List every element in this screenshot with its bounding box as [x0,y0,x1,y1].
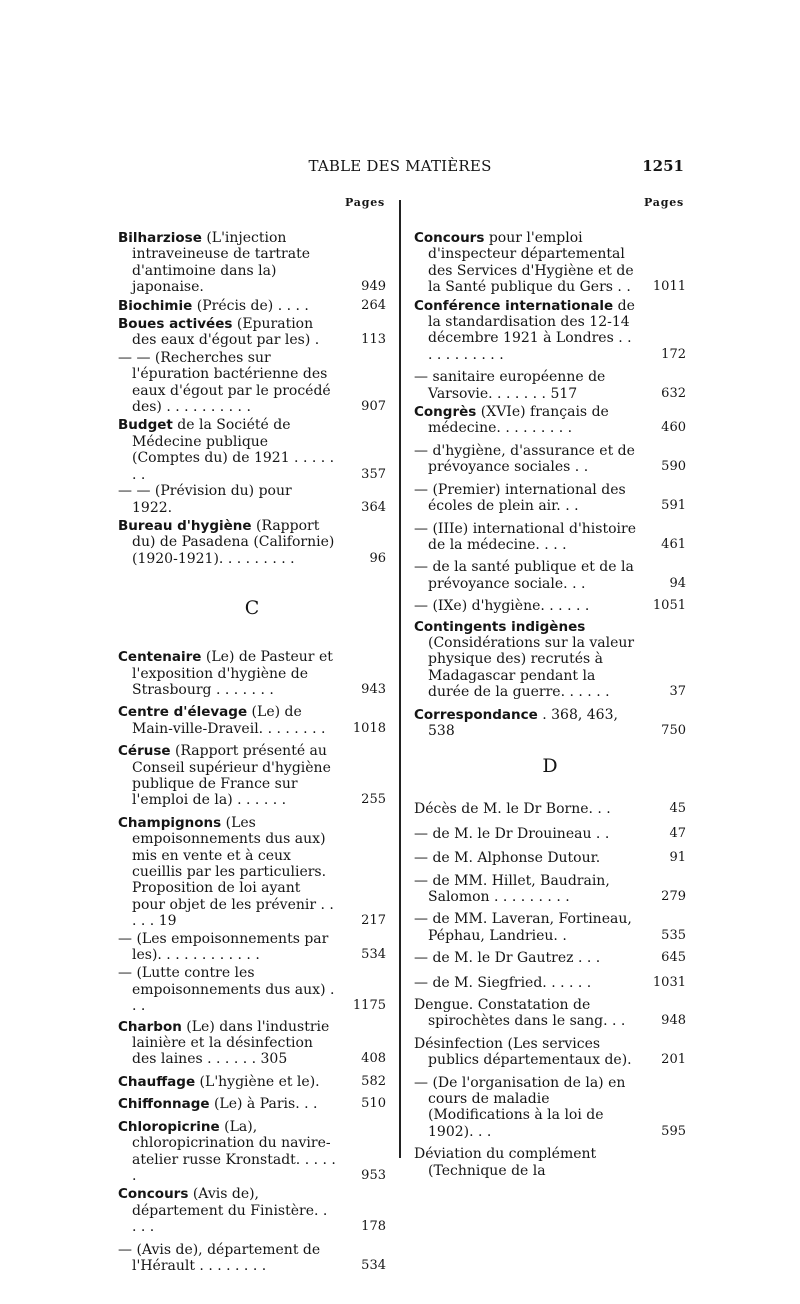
entry-text [414,598,636,614]
entry-term: Concours [118,1186,189,1203]
entry-page-number: 255 [361,792,386,808]
entry-term: Congrès [414,404,477,421]
entry-text [118,1242,336,1275]
entry-page-number: 408 [361,1051,386,1067]
entry-term: Champignons [118,814,222,831]
section-letter: C [244,597,260,620]
entry-page-number: 943 [361,681,386,697]
entry-text [414,911,636,944]
index-entry [118,230,386,296]
entry-description: — de M. le Dr Gautrez . . . [414,950,601,967]
entry-description: (Rapport présenté au Conseil supérieur d'hygiène publique de France sur l'emploi de la) . . . . . . [132,743,331,809]
index-entry [414,1036,686,1069]
entry-description: (La), chloropicrination du navire-atelier russe Kronstadt. . . . . . [132,1118,336,1184]
entry-text [414,559,636,592]
entry-description: (L'hygiène et le). [195,1073,320,1090]
entry-text [414,369,636,402]
entry-term: Correspondance [414,706,538,723]
index-entry [414,1146,686,1179]
index-entry [414,482,686,515]
index-entry [118,649,386,698]
entry-term: Bilharziose [118,230,202,246]
entry-term: Chloropicrine [118,1118,220,1135]
entry-description: — de la santé publique et de la prévoyance sociale. . . [414,559,634,592]
entry-description: — sanitaire européenne de Varsovie. . . . . . . 517 [414,369,606,402]
index-entry [414,369,686,402]
section-letter: D [542,755,558,778]
index-entry [118,815,386,930]
entry-description: — (Lutte contre les empoisonnements dus aux) . . . [118,965,335,1015]
entry-text [118,316,336,349]
entry-description: — de MM. Laveran, Fortineau, Péphau, Landrieu. . [414,911,632,944]
entry-term: Centre d'élevage [118,704,248,721]
entry-text [414,826,636,842]
pages-column-label-right: Pages [644,196,684,209]
index-entry [414,598,686,614]
entry-text [414,521,636,554]
entry-description: — (IXe) d'hygiène. . . . . . [414,598,590,615]
entry-text [414,1146,636,1179]
entry-description: . 368, 463, 538 [428,706,618,739]
entry-page-number: 364 [361,499,386,515]
entry-page-number: 953 [361,1167,386,1183]
entry-page-number: 534 [361,947,386,963]
entry-text [118,1186,336,1235]
entry-page-number: 37 [669,684,686,700]
entry-text [414,443,636,476]
entry-text [118,1074,336,1090]
index-entry [118,316,386,349]
entry-text [118,230,336,296]
entry-text [414,1036,636,1069]
entry-page-number: 461 [661,536,686,552]
pages-column-label-left: Pages [345,196,385,209]
index-entry [118,965,386,1014]
index-entry [414,801,686,817]
entry-description: (L'injection intraveineuse de tartrate d'antimoine dans la) japonaise. [132,230,311,296]
entry-description: — de MM. Hillet, Baudrain, Salomon . . . . . . . . . [414,872,610,905]
index-entry [118,1074,386,1090]
entry-page-number: 1051 [652,598,686,614]
entry-page-number: 535 [661,927,686,943]
entry-text [118,298,336,314]
entry-text [118,743,336,809]
entry-description: Désinfection (Les services publics départementaux de). [414,1035,632,1069]
entry-text [118,649,336,698]
entry-term: Contingents indigènes [414,618,586,635]
index-entry [414,950,686,966]
entry-text [414,801,636,817]
index-entry [414,997,686,1030]
entry-page-number: 1011 [652,279,686,295]
index-entry [414,619,686,701]
index-column-right [414,230,686,1179]
entry-page-number: 45 [669,801,686,817]
entry-description: — (IIIe) international d'histoire de la médecine. . . . [414,520,636,553]
entry-text [118,483,336,516]
index-entry [118,350,386,416]
entry-text [414,950,636,966]
entry-description: (Précis de) . . . . [192,297,309,314]
entry-text [414,850,636,866]
entry-text [118,1096,336,1112]
entry-text [414,230,636,296]
entry-page-number: 595 [661,1123,686,1139]
entry-description: (Le) à Paris. . . [209,1096,318,1113]
index-entry [414,826,686,842]
entry-page-number: 357 [361,466,386,482]
entry-text [414,707,636,740]
entry-page-number: 510 [361,1096,386,1112]
entry-text [414,997,636,1030]
entry-page-number: 632 [661,385,686,401]
entry-text [118,704,336,737]
entry-page-number: 96 [369,550,386,566]
entry-term: Conférence internationale [414,297,614,314]
entry-page-number: 590 [661,459,686,475]
entry-page-number: 264 [361,297,386,313]
entry-text [118,350,336,416]
entry-page-number: 582 [361,1073,386,1089]
entry-page-number: 460 [661,420,686,436]
entry-page-number: 113 [361,332,386,348]
entry-term: Concours [414,230,485,246]
entry-text [414,404,636,437]
index-entry [414,404,686,437]
index-entry [118,417,386,483]
entry-description: (Les empoisonnements dus aux) mis en vente et à ceux cueillis par les particuliers. Proposition de loi ayant pour objet de les prévenir . . . . . 19 [132,814,334,930]
index-entry [118,1242,386,1275]
entry-description: — — (Recherches sur l'épuration bactérienne des eaux d'égout par le procédé des) . . . . . . . . . . [118,349,331,416]
entry-description: (Considérations sur la valeur physique des) recrutés à Madagascar pendant la durée de la guerre. . . . . . [428,634,635,701]
entry-page-number: 201 [661,1052,686,1068]
entry-description: — de M. le Dr Drouineau . . [414,825,610,842]
entry-description: (Rapport du) de Pasadena (Californie) (1920-1921). . . . . . . . . [132,517,335,567]
index-entry [414,707,686,740]
entry-description: — (Premier) international des écoles de plein air. . . [414,481,626,515]
entry-term: Chiffonnage [118,1096,210,1113]
entry-description: (Avis de), département du Finistère. . . . . [132,1186,328,1236]
index-entry [414,1075,686,1141]
entry-description: — (Les empoisonnements par les). . . . . . . . . . . . [118,930,329,964]
entry-page-number: 750 [661,722,686,738]
entry-term: Boues activées [118,316,233,333]
index-entry [414,911,686,944]
entry-description: pour l'emploi d'inspecteur départemental des Services d'Hygiène et de la Santé publique du Gers . . [428,230,634,296]
entry-text [118,1019,336,1068]
entry-description: — de M. Siegfried. . . . . . [414,974,592,991]
entry-page-number: 94 [669,575,686,591]
entry-description: Déviation du complément (Technique de la [414,1146,597,1179]
entry-description: Dengue. Constatation de spirochètes dans le sang. . . [414,997,626,1030]
entry-text [414,482,636,515]
index-entry [118,704,386,737]
entry-text [414,298,636,364]
entry-page-number: 534 [361,1257,386,1273]
entry-text [414,1075,636,1141]
index-entry [414,559,686,592]
entry-page-number: 47 [669,825,686,841]
index-entry [118,1119,386,1185]
entry-text [118,965,336,1014]
index-entry [118,298,386,314]
entry-description: — d'hygiène, d'assurance et de prévoyance sociales . . [414,442,635,476]
entry-page-number: 178 [361,1219,386,1235]
entry-text [118,518,336,567]
entry-description: (Le) de Pasteur et l'exposition d'hygiène de Strasbourg . . . . . . . [132,649,333,698]
entry-description: — (De l'organisation de la) en cours de maladie (Modifications à la loi de 1902). . . [414,1074,626,1140]
index-entry [118,1096,386,1112]
entry-term: Charbon [118,1018,182,1035]
index-entry [118,1186,386,1235]
entry-term: Bureau d'hygiène [118,517,252,534]
entry-text [118,417,336,483]
index-entry [118,518,386,567]
index-entry [414,521,686,554]
index-entry [118,483,386,516]
index-entry [414,873,686,906]
entry-text [118,815,336,930]
entry-page-number: 91 [669,850,686,866]
entry-page-number: 217 [361,913,386,929]
index-entry [414,298,686,364]
index-entry [118,743,386,809]
entry-description: — (Avis de), département de l'Hérault . . . . . . . . [118,1241,321,1274]
entry-description: (XVIe) français de médecine. . . . . . . . . [428,404,609,437]
entry-page-number: 1031 [652,974,686,990]
index-entry [414,230,686,296]
entry-description: Décès de M. le Dr Borne. . . [414,801,611,818]
entry-page-number: 172 [661,346,686,362]
entry-term: Biochimie [118,297,193,314]
entry-description: de la standardisation des 12-14 décembre 1921 à Londres . . . . . . . . . . . [428,297,635,363]
entry-term: Céruse [118,743,171,760]
entry-page-number: 591 [661,498,686,514]
entry-page-number: 645 [661,950,686,966]
entry-page-number: 907 [361,399,386,415]
index-entry [414,975,686,991]
index-entry [414,443,686,476]
entry-term: Budget [118,417,173,434]
entry-description: de la Société de Médecine publique (Comptes du) de 1921 . . . . . . . [132,417,335,483]
entry-page-number: 948 [661,1013,686,1029]
entry-text [118,1119,336,1185]
entry-page-number: 1175 [352,998,386,1014]
entry-term: Centenaire [118,649,202,666]
entry-page-number: 1018 [352,720,386,736]
index-entry [118,1019,386,1068]
entry-description: (Le) de Main-ville-Draveil. . . . . . . . [132,704,326,737]
entry-text [414,619,636,701]
column-divider [399,200,401,1158]
entry-term: Chauffage [118,1073,196,1090]
index-column-left [118,230,386,1274]
entry-page-number: 949 [361,279,386,295]
page-number: 1251 [642,157,684,175]
entry-text [414,975,636,991]
entry-page-number: 279 [661,889,686,904]
entry-description: — de M. Alphonse Dutour. [414,850,601,867]
index-entry [414,850,686,866]
index-entry [118,931,386,964]
entry-description: (Epuration des eaux d'égout par les) . [132,316,320,349]
entry-text [414,873,636,906]
entry-description: (Le) dans l'industrie lainière et la désinfection des laines . . . . . . 305 [132,1018,330,1068]
page-title: TABLE DES MATIÈRES [308,157,492,175]
entry-description: — — (Prévision du) pour 1922. [118,483,292,516]
entry-text [118,931,336,964]
